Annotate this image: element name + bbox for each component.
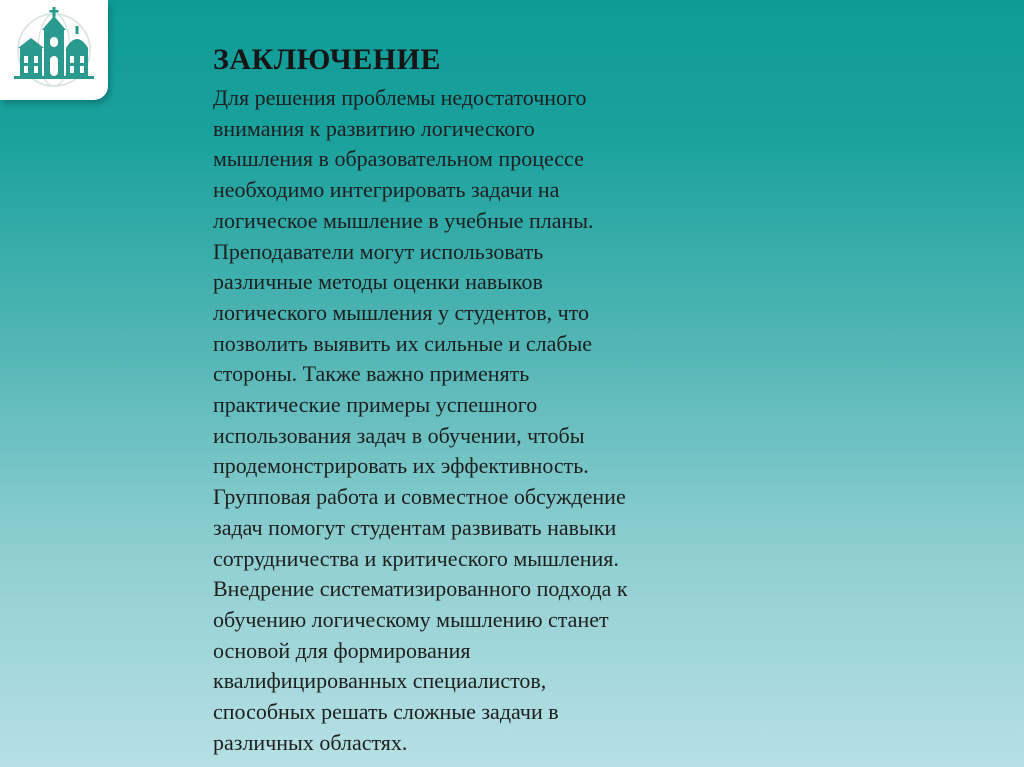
text-line: логического мышления у студентов, что xyxy=(213,299,590,325)
text-line: сотрудничества и критического мышления. xyxy=(213,545,619,571)
text-line: основой для формирования xyxy=(213,637,471,663)
text-line: логическое мышление в учебные планы. xyxy=(213,207,594,233)
text-line: практические примеры успешного xyxy=(213,392,538,418)
text-line: различные методы оценки навыков xyxy=(213,269,543,295)
slide-content xyxy=(213,43,733,758)
text-line: Для решения проблемы недостаточного xyxy=(213,85,587,110)
text-line: квалифицированных специалистов, xyxy=(213,668,547,694)
text-line: Преподаватели могут использовать xyxy=(213,238,544,264)
logo xyxy=(0,0,108,100)
text-line: обучению логическому мышлению станет xyxy=(213,606,609,632)
text-line: использования задач в обучении, чтобы xyxy=(213,422,585,448)
text-line: позволить выявить их сильные и слабые xyxy=(213,330,593,356)
text-line: продемонстрировать их эффективность. xyxy=(213,453,589,479)
text-line: необходимо интегрировать задачи на xyxy=(213,177,560,203)
text-line: внимания к развитию логического xyxy=(213,115,535,141)
text-line: стороны. Также важно применять xyxy=(213,361,530,387)
text-line: Групповая работа и совместное обсуждение xyxy=(213,484,626,510)
slide-title: ЗАКЛЮЧЕНИЕ xyxy=(213,43,441,76)
text-line: мышления в образовательном процессе xyxy=(213,146,584,172)
conclusion-text xyxy=(213,83,733,758)
text-line: Внедрение систематизированного подхода к xyxy=(213,576,628,602)
text-line: задач помогут студентам развивать навыки xyxy=(213,514,617,540)
church-building-logo-icon xyxy=(6,4,102,94)
text-line: различных областях. xyxy=(213,729,408,755)
text-line: способных решать сложные задачи в xyxy=(213,699,559,725)
